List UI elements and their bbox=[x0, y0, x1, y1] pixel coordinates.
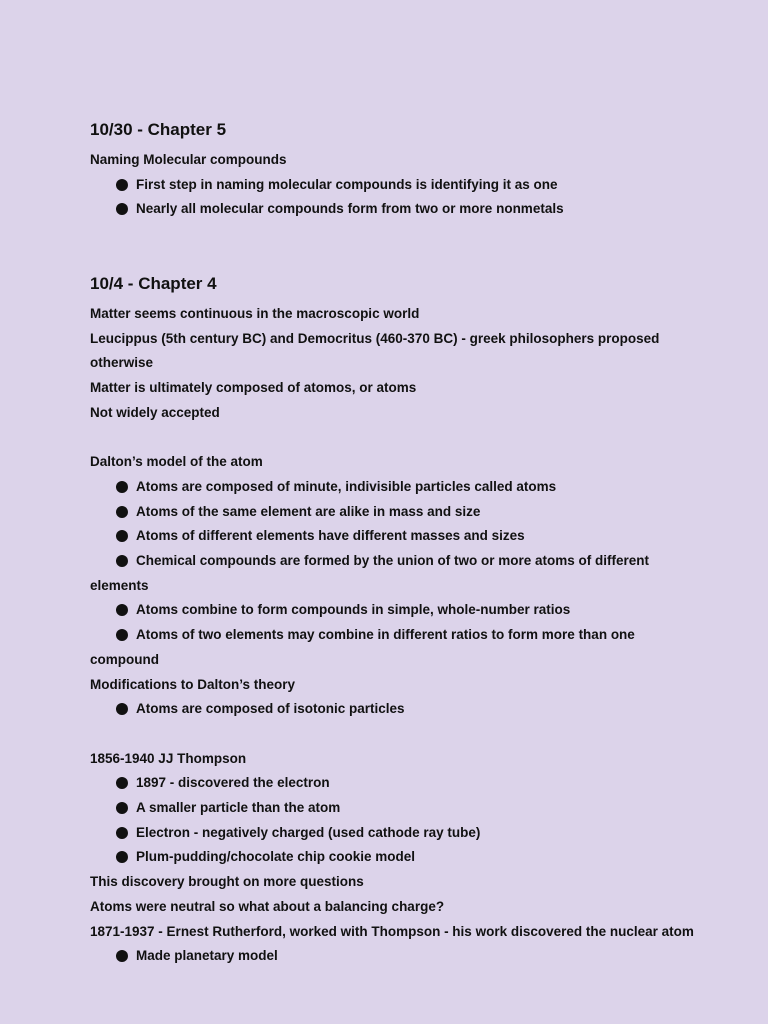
text-line: Modifications to Dalton’s theory bbox=[90, 676, 296, 692]
bullet-icon bbox=[116, 506, 128, 518]
blank-line bbox=[90, 722, 698, 747]
bullet-text: Atoms are composed of isotonic particles bbox=[136, 701, 405, 717]
bullet-item bbox=[90, 524, 698, 549]
text-line: Matter is ultimately composed of atomos, or atoms bbox=[90, 380, 417, 396]
bullet-item bbox=[90, 475, 698, 500]
bullet-text: A smaller particle than the atom bbox=[136, 800, 341, 816]
bullet-text: First step in naming molecular compounds is identifying it as one bbox=[136, 176, 558, 192]
notes-section-chapter-4 bbox=[90, 272, 698, 969]
bullet-item bbox=[90, 796, 698, 821]
bullet-icon bbox=[116, 481, 128, 493]
bullet-item bbox=[90, 197, 698, 222]
bullet-icon bbox=[116, 179, 128, 191]
bullet-text: Atoms of different elements have different masses and sizes bbox=[136, 528, 525, 544]
text-line: Leucippus (5th century BC) and Democritus (460-370 BC) - greek philosophers proposed bbox=[90, 330, 660, 346]
bullet-text: 1897 - discovered the electron bbox=[136, 775, 330, 791]
bullet-item bbox=[90, 697, 698, 722]
bullet-item bbox=[90, 845, 698, 870]
bullet-text: Plum-pudding/chocolate chip cookie model bbox=[136, 849, 416, 865]
text-line: Atoms were neutral so what about a balancing charge? bbox=[90, 898, 445, 914]
bullet-icon bbox=[116, 827, 128, 839]
text-line: Not widely accepted bbox=[90, 404, 220, 420]
bullet-text: Atoms of the same element are alike in mass and size bbox=[136, 503, 481, 519]
bullet-item bbox=[90, 173, 698, 198]
bullet-item bbox=[90, 821, 698, 846]
text-line: 1871-1937 - Ernest Rutherford, worked with Thompson - his work discovered the nuclear atom bbox=[90, 923, 694, 939]
bullet-text: Made planetary model bbox=[136, 948, 278, 964]
bullet-text: Electron - negatively charged (used cathode ray tube) bbox=[136, 824, 481, 840]
bullet-item bbox=[90, 771, 698, 796]
bullet-icon bbox=[116, 555, 128, 567]
bullet-text: Atoms of two elements may combine in different ratios to form more than one compound bbox=[90, 627, 635, 667]
bullet-item bbox=[90, 549, 698, 598]
section-body bbox=[90, 302, 698, 969]
bullet-item bbox=[90, 944, 698, 969]
text-line: Matter seems continuous in the macroscopic world bbox=[90, 306, 420, 321]
bullet-icon bbox=[116, 802, 128, 814]
bullet-text: Chemical compounds are formed by the union of two or more atoms of different elements bbox=[90, 553, 650, 593]
section-heading: 10/30 - Chapter 5 bbox=[90, 120, 227, 139]
text-line: Naming Molecular compounds bbox=[90, 152, 287, 167]
bullet-text: Atoms combine to form compounds in simple, whole-number ratios bbox=[136, 602, 571, 618]
text-line: This discovery brought on more questions bbox=[90, 874, 364, 890]
bullet-text: Atoms are composed of minute, indivisible particles called atoms bbox=[136, 478, 557, 494]
text-line: 1856-1940 JJ Thompson bbox=[90, 750, 247, 766]
bullet-item bbox=[90, 623, 698, 672]
text-line: Dalton’s model of the atom bbox=[90, 454, 263, 470]
notes-section-chapter-5 bbox=[90, 118, 698, 222]
bullet-item bbox=[90, 598, 698, 623]
text-line: otherwise bbox=[90, 355, 154, 371]
bullet-item bbox=[90, 500, 698, 525]
section-body bbox=[90, 148, 698, 222]
section-heading: 10/4 - Chapter 4 bbox=[90, 274, 217, 293]
bullet-text: Nearly all molecular compounds form from two or more nonmetals bbox=[136, 201, 564, 217]
blank-line bbox=[90, 426, 698, 451]
